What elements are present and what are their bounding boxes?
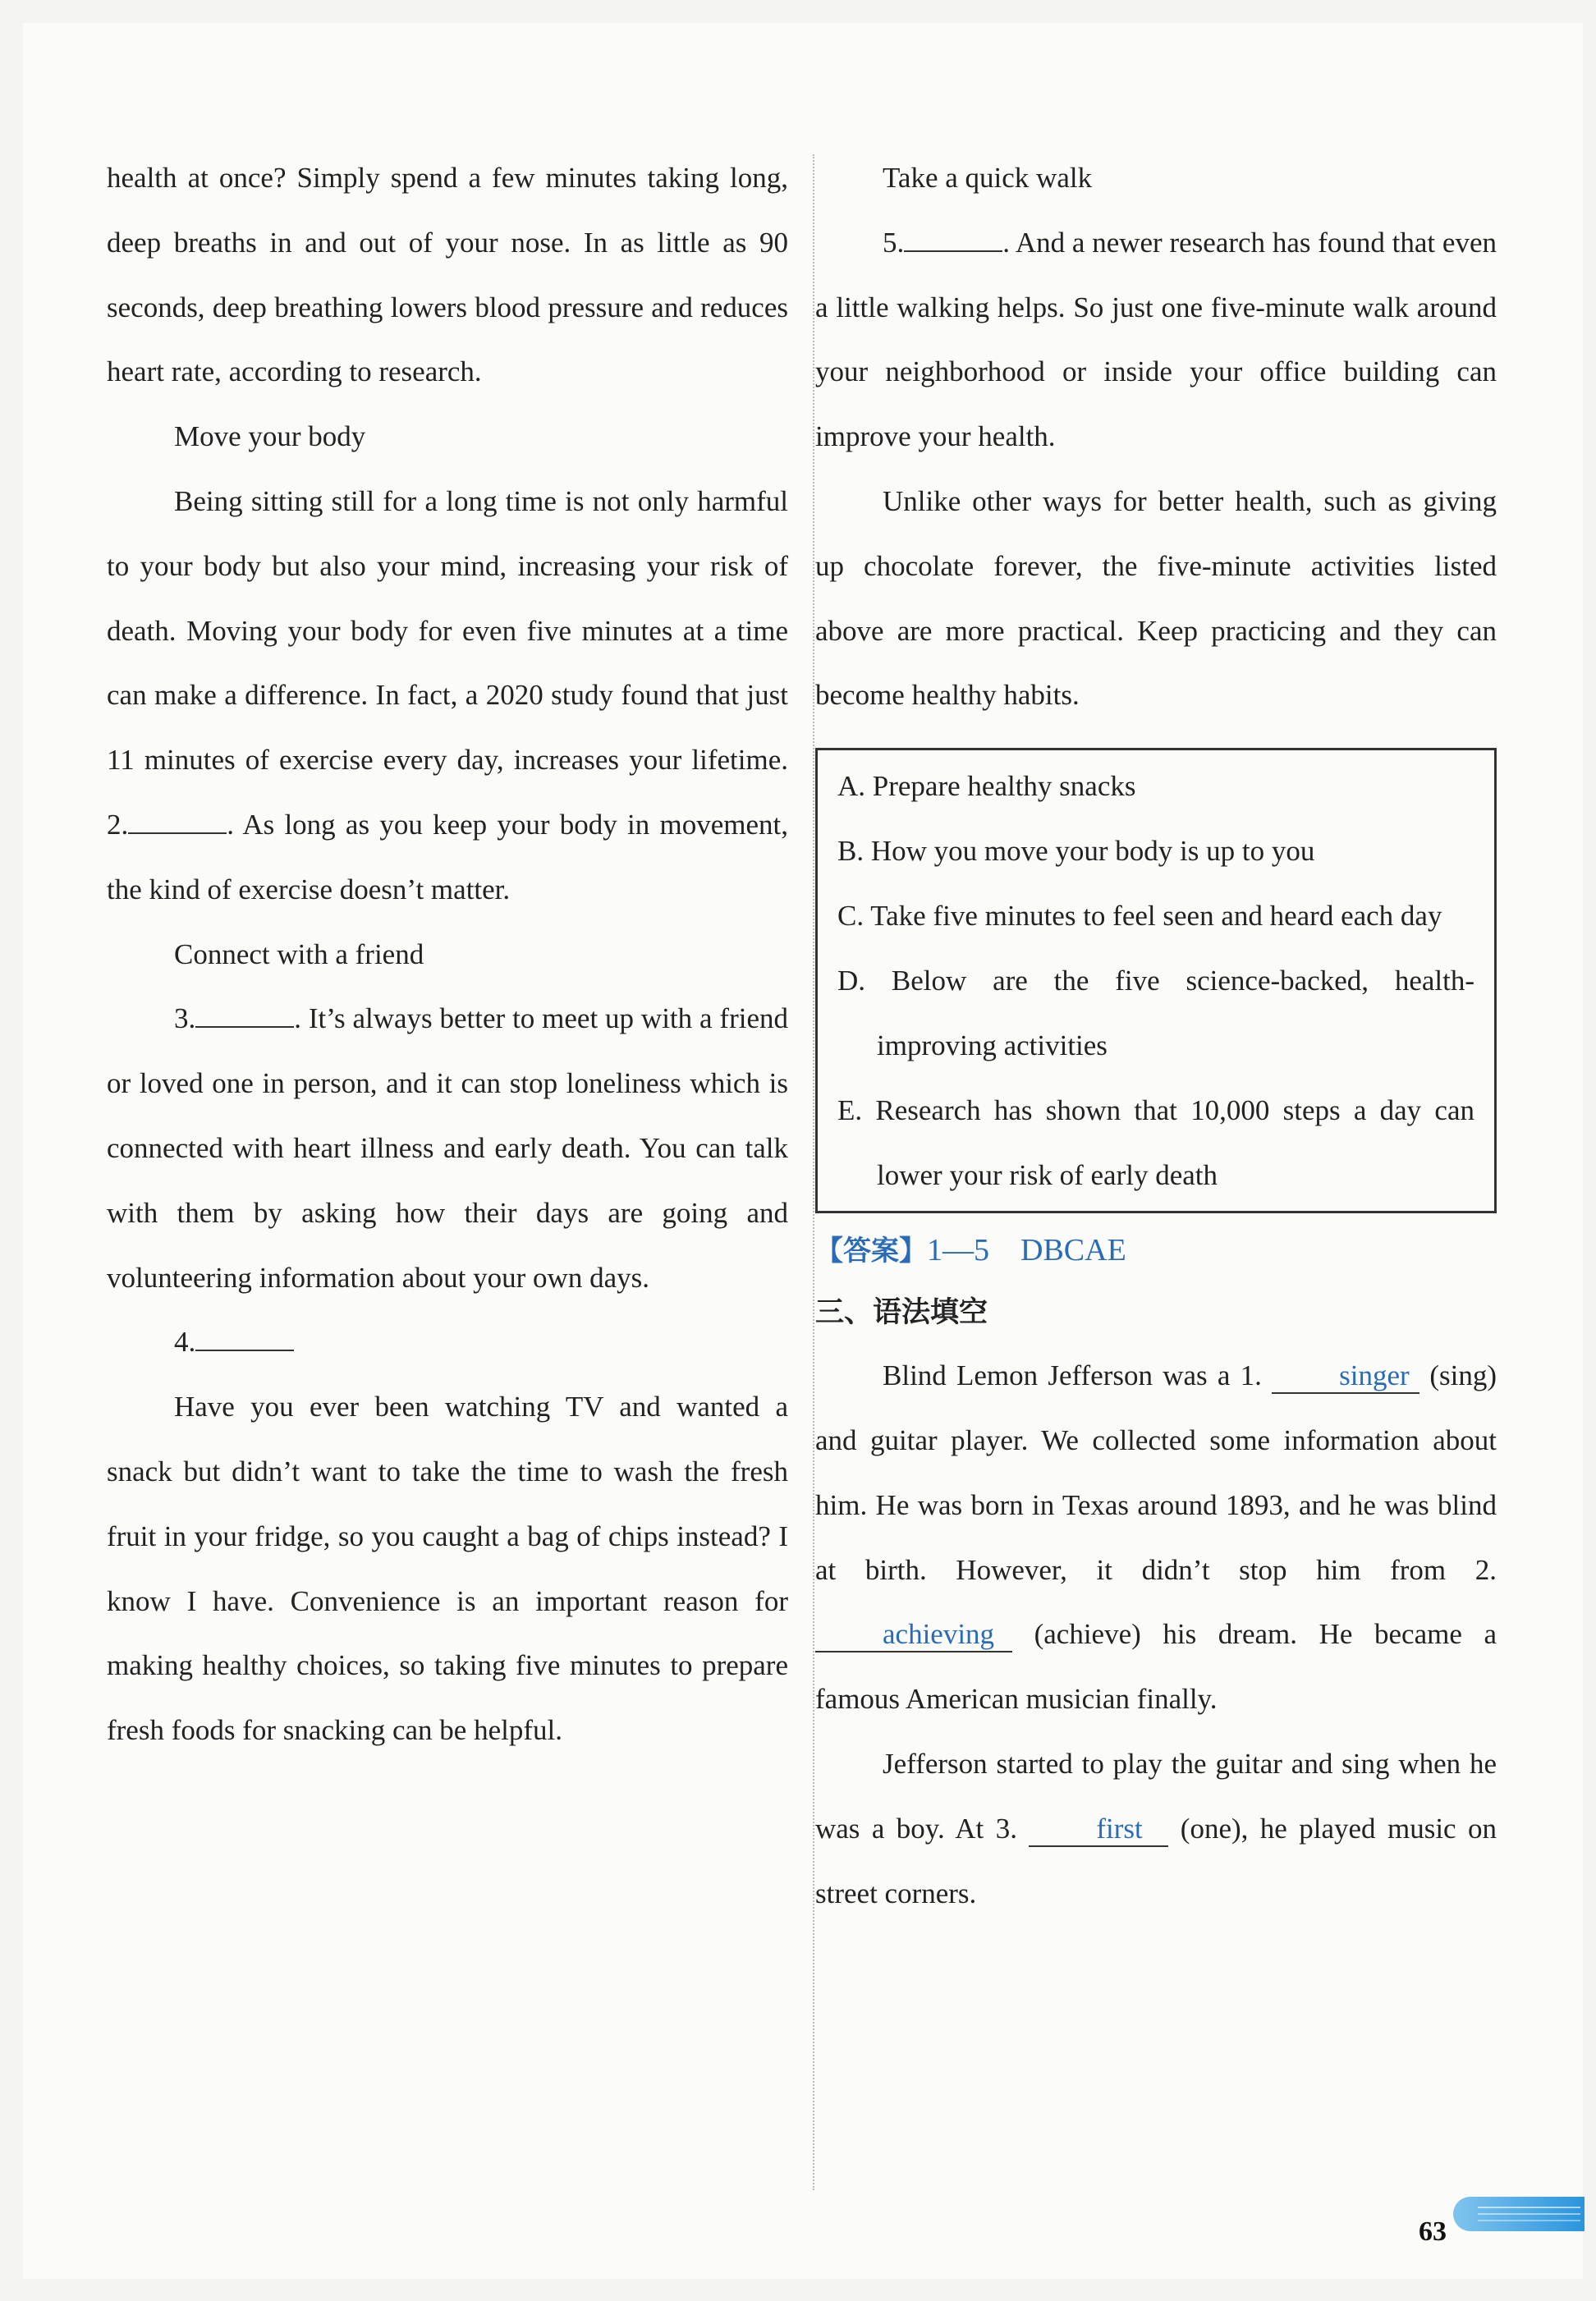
paragraph-move-text-after: . As long as you keep your body in movement, the kind of exercise doesn’t matter. [107, 808, 788, 905]
heading-connect-friend: Connect with a friend [174, 937, 424, 970]
left-column [107, 146, 788, 1763]
paragraph-snack: Have you ever been watching TV and wanted a snack but didn’t want to take the time to wash the fresh fruit in your fridge, so you caught a bag of chips instead? I know I have. Convenience is an important reason for making healthy choices, so taking five minutes to prepare fresh foods for snacking can be helpful. [107, 1391, 788, 1747]
options-box [815, 748, 1497, 1213]
paragraph-grammar-1 [815, 1344, 1497, 1732]
column-divider [813, 154, 814, 2190]
paragraph-walk [815, 211, 1497, 470]
fill-answer-1: singer [1272, 1359, 1419, 1394]
question-3-number: 3. [174, 1002, 196, 1035]
paragraph-grammar-2 [815, 1732, 1497, 1926]
grammar-text-1: Blind Lemon Jefferson was a 1. [883, 1359, 1262, 1392]
blank-4 [195, 1325, 294, 1351]
page-number-tab-lines [1478, 2207, 1580, 2208]
fill-answer-3: first [1029, 1813, 1168, 1847]
paragraph-connect [107, 987, 788, 1310]
option-a: A. Prepare healthy snacks [837, 770, 1136, 803]
right-column [815, 146, 1497, 1926]
paragraph-move [107, 470, 788, 923]
paragraph-connect-text: . It’s always better to meet up with a friend or loved one in person, and it can stop loneliness which is connected with heart illness and early death. You can talk with them by asking how their days are going and volunteering information about your own days. [107, 1002, 788, 1294]
grammar-text-4: Jefferson started to play the guitar and sing when he was a boy. At 3. [815, 1747, 1497, 1845]
option-d: D. Below are the five science-backed, health-improving activities [837, 965, 1474, 1062]
grammar-text-2: (sing) and guitar player. We collected some information about him. He was born in Texas around 1893, and he was blind at birth. However, it didn’t stop him from 2. [815, 1359, 1497, 1586]
grammar-text-3: (achieve) his dream. He became a famous American musician finally. [815, 1618, 1497, 1716]
blank-2 [128, 808, 227, 834]
option-c: C. Take five minutes to feel seen and heard each day [837, 900, 1442, 933]
heading-quick-walk: Take a quick walk [883, 162, 1093, 194]
answer-tag: 【答案】 [815, 1235, 927, 1268]
paragraph-move-text: Being sitting still for a long time is not only harmful to your body but also your mind, increasing your risk of death. Moving your body for even five minutes at a time can make a difference. In fact, a 2020 study found that just 11 minutes of exercise every day, increases your lifetime. 2. [107, 484, 788, 841]
question-5-number: 5. [883, 226, 905, 259]
paragraph-conclusion: Unlike other ways for better health, such as giving up chocolate forever, the five-minute activities listed above are more practical. Keep practicing and they can become healthy habits. [815, 484, 1497, 712]
question-4-line [107, 1310, 788, 1375]
question-4-number: 4. [174, 1326, 196, 1359]
heading-move-your-body: Move your body [174, 420, 366, 453]
fill-answer-2: achieving [815, 1618, 1012, 1652]
grammar-text-5: (one), he played music on street corners. [815, 1812, 1497, 1909]
answer-text: 1—5 DBCAE [927, 1233, 1126, 1268]
section-title-grammar: 三、语法填空 [815, 1296, 988, 1330]
option-e: E. Research has shown that 10,000 steps a day can lower your risk of early death [837, 1094, 1474, 1192]
option-b: B. How you move your body is up to you [837, 835, 1315, 868]
answer-line [815, 1220, 1497, 1281]
page-number-tab [1453, 2197, 1585, 2231]
paragraph-walk-text: . And a newer research has found that even a little walking helps. So just one five-minute walk around your neighborhood or inside your office building can improve your health. [815, 226, 1497, 453]
paragraph-breathing: health at once? Simply spend a few minutes taking long, deep breaths in and out of your nose. In as little as 90 seconds, deep breathing lowers blood pressure and reduces heart rate, according to research. [107, 162, 788, 388]
page-number: 63 [1419, 2216, 1447, 2247]
blank-5 [904, 226, 1002, 252]
page [23, 23, 1583, 2279]
blank-3 [195, 1002, 294, 1028]
